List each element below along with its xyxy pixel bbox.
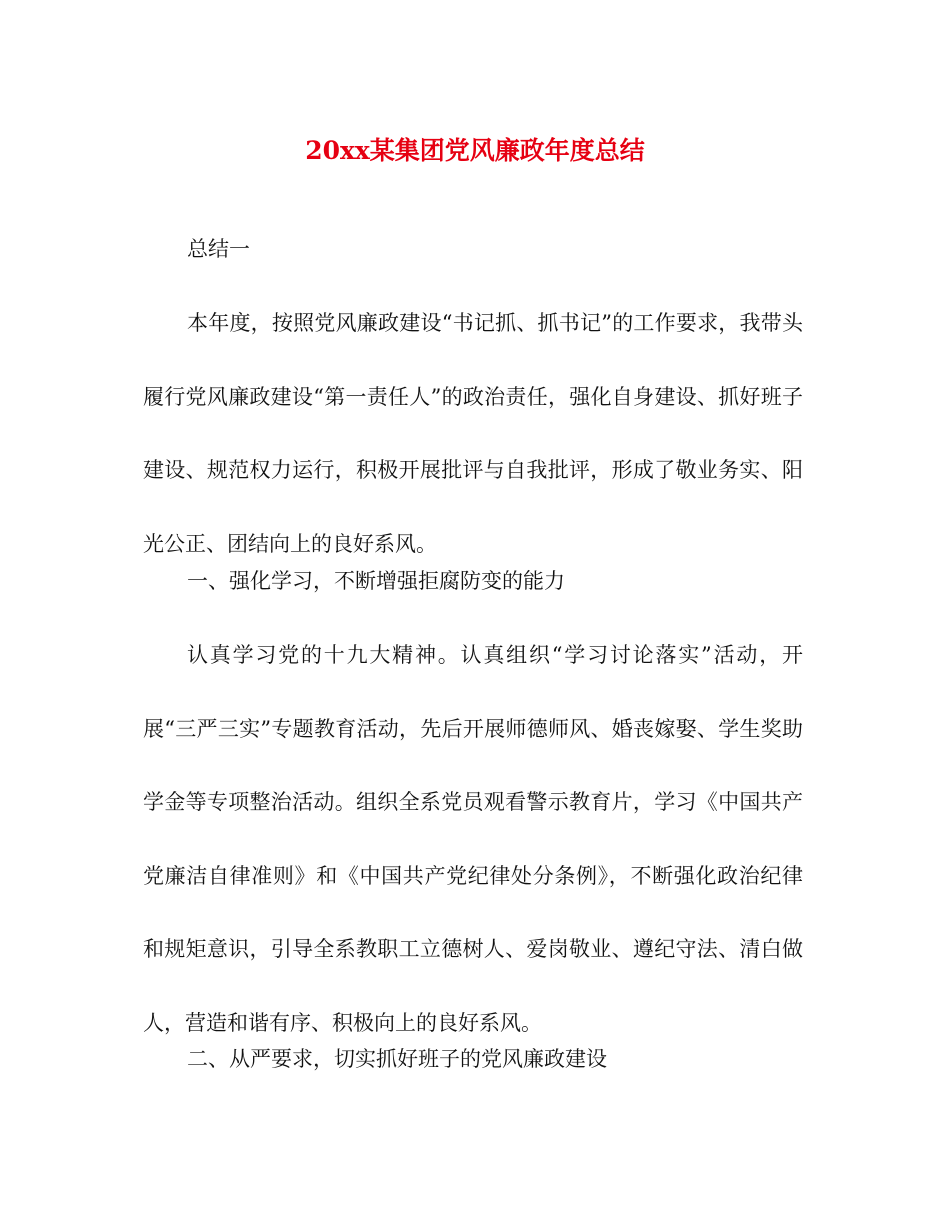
section-two-heading: 二、从严要求，切实抓好班子的党风廉政建设 (187, 1047, 607, 1071)
document-title: 20xx某集团党风廉政年度总结 (305, 136, 645, 165)
summary-heading: 总结一 (187, 237, 250, 261)
section-one-heading: 一、强化学习，不断增强拒腐防变的能力 (187, 569, 565, 593)
intro-paragraph: 本年度，按照党风廉政建设“书记抓、抓书记”的工作要求，我带头履行党风廉政建设“第一责任人”的政治责任，强化自身建设、抓好班子建设、规范权力运行，积极开展批评与自我批评，形成了敬业务实、阳光公正、团结向上的良好系风。 (143, 311, 803, 556)
section-one-paragraph: 认真学习党的十九大精神。认真组织“学习讨论落实”活动，开展“三严三实”专题教育活动，先后开展师德师风、婚丧嫁娶、学生奖助学金等专项整治活动。组织全系党员观看警示教育片，学习《中国共产党廉洁自律准则》和《中国共产党纪律处分条例》，不断强化政治纪律和规矩意识，引导全系教职工立德树人、爱岗敬业、遵纪守法、清白做人，营造和谐有序、积极向上的良好系风。 (143, 643, 803, 1035)
